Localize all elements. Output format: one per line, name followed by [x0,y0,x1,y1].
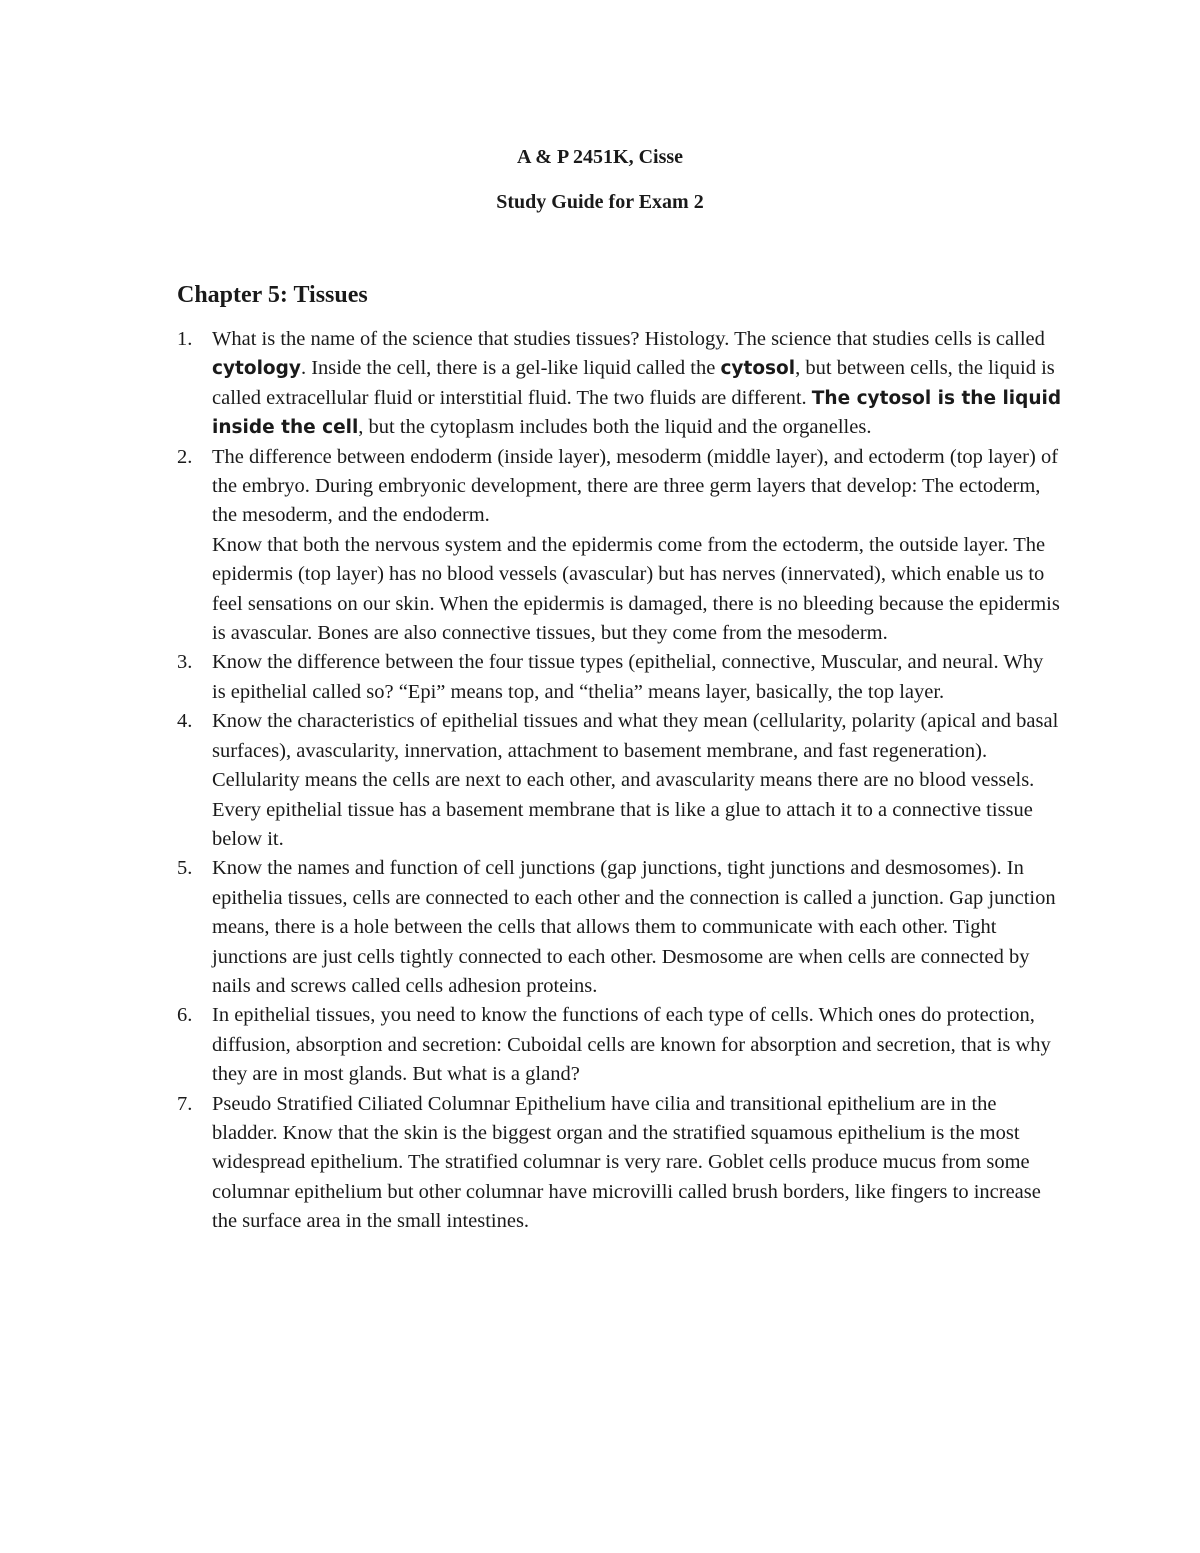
text-run: Know the characteristics of epithelial tissues and what they mean (cellularity, polarity (apical and basal surfaces), avascularity, innervation, attachment to basement membrane, and fast regeneration). Cellularity means the cells are next to each other, and avascularity means there are no blood vessels. Every epithelial tissue has a basement membrane that is like a glue to attach it to a connective tissue below it. [212,710,1059,850]
list-item [177,1090,1062,1237]
list-item [177,1001,1062,1089]
list-item-number: 6. [177,1004,193,1027]
bold-term: The cytosol is the liquid inside the cell [212,387,1062,439]
list-item [177,648,1062,707]
list-item-text [212,1004,1051,1085]
list-item [177,443,1062,649]
list-item [177,325,1062,443]
course-title: A & P 2451K, Cisse [516,146,684,168]
list-item-text [212,651,1043,702]
list-item-number: 3. [177,651,193,674]
list-item-number: 4. [177,710,193,733]
list-item [177,854,1062,1001]
list-item [177,707,1062,854]
study-guide-title: Study Guide for Exam 2 [496,191,704,213]
list-item-text [212,446,1060,644]
list-item-number: 2. [177,445,193,468]
text-run: , but the cytoplasm includes both the liquid and the organelles. [358,416,872,439]
list-item-text [212,328,1061,438]
text-run: , but between cells, the liquid is called extracellular fluid or interstitial fluid. The two fluids are different. [212,357,1055,409]
text-run: Know the difference between the four tissue types (epithelial, connective, Muscular, and neural. Why is epithelial called so? “Epi” means top, and “thelia” means layer, basically, the top layer. [212,651,1044,703]
list-item-text [212,857,1056,997]
list-item-text [212,1093,1041,1233]
bold-term: cytosol [720,358,796,380]
bold-term: cytology [212,358,301,380]
list-item-text [212,710,1058,850]
list-item-number: 5. [177,857,193,880]
text-run: Know the names and function of cell junctions (gap junctions, tight junctions and desmosomes). In epithelia tissues, cells are connected to each other and the connection is called a junction. Gap junction means, there is a hole between the cells that allows them to communicate with each other. Tight junctions are just cells tightly connected to each other. Desmosome are when cells are connected by nails and screws called cells adhesion proteins. [212,857,1056,997]
text-run: What is the name of the science that studies tissues? Histology. The science that studies cells is called [212,328,1045,350]
text-run: Pseudo Stratified Ciliated Columnar Epithelium have cilia and transitional epithelium are in the bladder. Know that the skin is the biggest organ and the stratified squamous epithelium is the most widespread epithelium. The stratified columnar is very rare. Goblet cells produce mucus from some columnar epithelium but other columnar have microvilli called brush borders, like fingers to increase the surface area in the small intestines. [212,1092,1041,1233]
text-run: . Inside the cell, there is a gel-like liquid called the [300,357,721,380]
text-run: The difference between endoderm (inside layer), mesoderm (middle layer), and ectoderm (top layer) of the embryo. During embryonic development, there are three germ layers that develop: The ectoderm, the mesoderm, and the endoderm. [212,445,1059,527]
text-run: Know that both the nervous system and the epidermis come from the ectoderm, the outside layer. The epidermis (top layer) has no blood vessels (avascular) but has nerves (innervated), which enable us to feel sensations on our skin. When the epidermis is damaged, there is no bleeding because the epidermis is avascular. Bones are also connective tissues, but they come from the mesoderm. [212,533,1060,645]
list-item-number: 7. [177,1092,193,1115]
text-run: In epithelial tissues, you need to know the functions of each type of cells. Which ones do protection, diffusion, absorption and secretion: Cuboidal cells are known for absorption and secretion, that is why they are in most glands. But what is a gland? [212,1004,1051,1086]
chapter-heading: Chapter 5: Tissues [177,282,368,308]
question-list [177,325,1062,1237]
list-item-number: 1. [177,328,193,350]
